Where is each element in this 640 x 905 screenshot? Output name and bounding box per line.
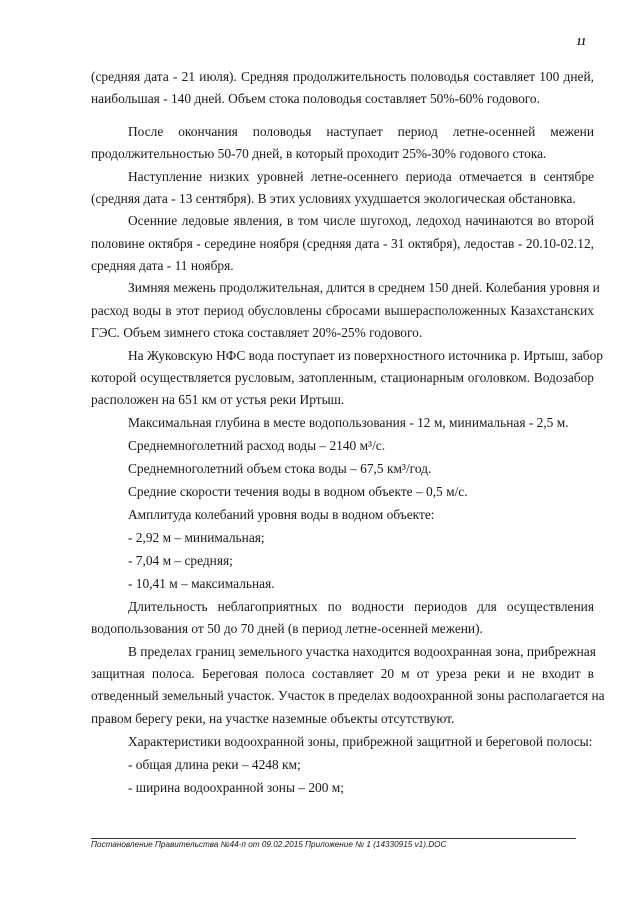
text-line: Среднемноголетний объем стока воды – 67,5 км³/год. xyxy=(128,461,432,476)
text-line: В пределах границ земельного участка находится водоохранная зона, прибрежная xyxy=(128,644,596,659)
text-line: продолжительностью 50-70 дней, в который проходит 25%-30% годового стока. xyxy=(91,146,547,161)
text-line: - 7,04 м – средняя; xyxy=(128,553,233,568)
text-line: правом берегу реки, на участке наземные объекты отсутствуют. xyxy=(91,711,455,726)
text-line: (средняя дата - 13 сентября). В этих условиях ухудшается экологическая обстановка. xyxy=(91,191,576,206)
text-line: Характеристики водоохранной зоны, прибрежной защитной и береговой полосы: xyxy=(128,734,593,749)
text-line: Наступление низких уровней летне-осеннего периода отмечается в сентябре xyxy=(128,169,594,184)
text-line: ГЭС. Объем зимнего стока составляет 20%-25% годового. xyxy=(91,325,423,340)
text-line: половине октября - середине ноября (средняя дата - 31 октября), ледостав - 20.10-02.12, xyxy=(91,236,594,251)
page-number: 11 xyxy=(576,37,586,48)
footer-text: Постановление Правительства №44-п от 09.02.2015 Приложение № 1 (14330915 v1).DOC xyxy=(91,840,447,849)
text-line: - 10,41 м – максимальная. xyxy=(128,576,275,591)
text-line: которой осуществляется русловым, затопленным, стационарным оголовком. Водозабор xyxy=(91,370,594,385)
text-line: Осенние ледовые явления, в том числе шугоход, ледоход начинаются во второй xyxy=(128,213,594,228)
text-line: - 2,92 м – минимальная; xyxy=(128,530,265,545)
text-line: расход воды в этот период обусловлены сбросами вышерасположенных Казахстанских xyxy=(91,303,594,318)
text-line: расположен на 651 км от устья реки Иртыш. xyxy=(91,392,345,407)
text-line: наибольшая - 140 дней. Объем стока половодья составляет 50%-60% годового. xyxy=(91,91,540,106)
text-line: водопользования от 50 до 70 дней (в период летне-осенней межени). xyxy=(91,621,483,636)
text-line: - ширина водоохранной зоны – 200 м; xyxy=(128,780,344,795)
text-line: Максимальная глубина в месте водопользования - 12 м, минимальная - 2,5 м. xyxy=(128,415,569,430)
text-line: Амплитуда колебаний уровня воды в водном объекте: xyxy=(128,507,435,522)
text-line: Длительность неблагоприятных по водности периодов для осуществления xyxy=(128,599,594,614)
text-line: Среднемноголетний расход воды – 2140 м³/с. xyxy=(128,438,386,453)
text-line: защитная полоса. Береговая полоса составляет 20 м от уреза реки и не входит в xyxy=(91,666,594,681)
text-line: На Жуковскую НФС вода поступает из поверхностного источника р. Иртыш, забор xyxy=(128,348,603,363)
footer-divider xyxy=(91,838,576,839)
text-line: - общая длина реки – 4248 км; xyxy=(128,757,301,772)
text-line: Средние скорости течения воды в водном объекте – 0,5 м/с. xyxy=(128,484,468,499)
text-line: отведенный земельный участок. Участок в пределах водоохранной зоны располагается на xyxy=(91,688,605,703)
text-line: средняя дата - 11 ноября. xyxy=(91,258,234,273)
text-line: Зимняя межень продолжительная, длится в среднем 150 дней. Колебания уровня и xyxy=(128,280,600,295)
text-line: (средняя дата - 21 июля). Средняя продолжительность половодья составляет 100 дней, xyxy=(91,69,594,84)
text-line: После окончания половодья наступает период летне-осенней межени xyxy=(128,124,594,139)
